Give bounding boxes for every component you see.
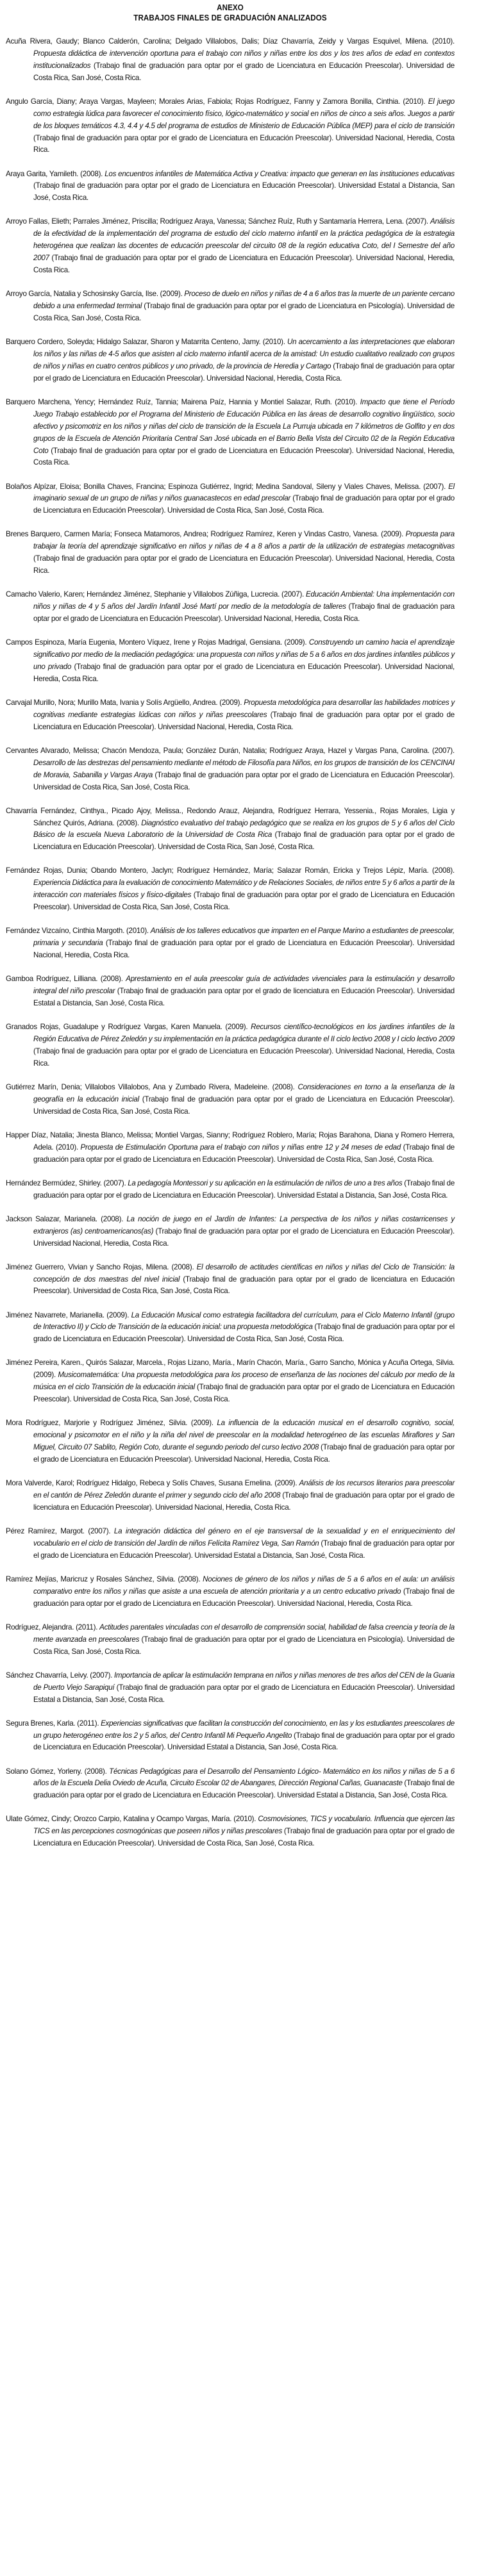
reference-authors: Bolaños Alpízar, Eloisa; Bonilla Chaves, Francina; Espinoza Gutiérrez, Ingrid; Medina Sandoval, Sileny y Viales Chaves, Melissa. (2007). (6, 482, 449, 491)
reference-entry (6, 637, 455, 686)
reference-entry (6, 1478, 455, 1514)
reference-details: (Trabajo final de graduación para optar por el grado de Licenciatura en Psicología). Universidad de Costa Rica, San José, Costa Rica. (33, 302, 455, 322)
reference-details: (Trabajo final de graduación para optar por el grado de Licenciatura en Educación Preescolar). Universidad Nacional, Heredia, Costa Rica. (33, 254, 455, 275)
reference-title: Educación Ambiental: Una implementación con niños y niñas de 4 y 5 años del Jardín Infantil José Martí por medio de la metodología de talleres (33, 590, 455, 611)
reference-details: (Trabajo final de graduación para optar por el grado de Licenciatura en Educación Preescolar). Universidad Estatal a Distancia, San José, Costa Rica. (33, 1539, 455, 1560)
reference-entry (6, 1813, 455, 1850)
reference-title: Importancia de aplicar la estimulación temprana en niños y niñas menores de tres años del CEN de la Guaria de Puerto Viejo Sarapiquí (33, 1671, 455, 1692)
reference-details: (Trabajo final de graduación para optar por el grado de Licenciatura en Educación Preescolar). Universidad de Costa Rica, San José, Costa Rica. (33, 61, 455, 82)
reference-title: Proceso de duelo en niños y niñas de 4 a 6 años tras la muerte de un pariente cercano debido a una enfermedad terminal (33, 290, 455, 311)
reference-details: (Trabajo final de graduación para optar por el grado de Licenciatura en Educación Preescolar). Universidad Nacional, Heredia, Costa Rica. (33, 554, 455, 575)
reference-entry (6, 697, 455, 734)
reference-details: (Trabajo final de graduación para optar por el grado de Licenciatura en Educación Preescolar). Universidad Nacional, Heredia, Costa Rica. (33, 662, 455, 683)
reference-entry (6, 288, 455, 325)
reference-authors: Gamboa Rodríguez, Lilliana. (2008). (6, 975, 126, 984)
reference-title: Análisis de los recursos literarios para preescolar en el cantón de Pérez Zeledón durante el primer y segundo ciclo del año 2008 (33, 1479, 455, 1499)
reference-authors: Granados Rojas, Guadalupe y Rodríguez Vargas, Karen Manuela. (2009). (6, 1023, 251, 1032)
reference-entry (6, 1670, 455, 1706)
reference-details: (Trabajo final de graduación para optar por el grado de Licenciatura en Educación Preescolar). Universidad de Costa Rica, San José, Costa Rica. (33, 1827, 455, 1848)
reference-entry (6, 1130, 455, 1166)
annex-subtitle: TRABAJOS FINALES DE GRADUACIÓN ANALIZADOS (133, 13, 327, 22)
reference-title: El desarrollo de actitudes científicas en niños y niñas del Ciclo de Transición: la concepción de dos maestras del nivel inicial (33, 1262, 455, 1284)
reference-authors: Ulate Gómez, Cindy; Orozco Carpio, Katalina y Ocampo Vargas, María. (2010). (6, 1815, 258, 1824)
reference-details: (Trabajo final de graduación para optar por el grado de Licenciatura en Educación Preescolar). Universidad Nacional, Heredia, Costa Rica. (33, 1587, 455, 1608)
reference-entry (6, 1214, 455, 1250)
reference-authors: Jiménez Guerrero, Vivian y Sancho Rojas, Milena. (2008). (6, 1262, 197, 1271)
reference-authors: Jiménez Navarrete, Marianella. (2009). (6, 1310, 131, 1319)
reference-details: (Trabajo final de graduación para optar por el grado de licenciatura en Educación Preescolar). Universidad de Costa Rica, San José, Costa Rica. (33, 1275, 455, 1296)
reference-title: La influencia de la educación musical en el desarrollo cognitivo, social, emocional y psicomotor en el niño y la niña del nivel de preescolar en la modalidad heterogéneo de las escuelas Miraflores y San Miguel, Circuito 07 Sablito, Región Coto, durante el segundo periodo del curso lectivo 2008 (33, 1419, 455, 1452)
reference-authors: Ramírez Mejías, Maricruz y Rosales Sánchez, Silvia. (2008). (6, 1574, 203, 1583)
reference-authors: Rodríguez, Alejandra. (2011). (6, 1622, 100, 1631)
reference-details: (Trabajo final de graduación para optar por el grado de licenciatura en Educación Preescolar). Universidad Estatal a Distancia, San José, Costa Rica. (33, 987, 455, 1007)
reference-authors: Sánchez Chavarría, Leivy. (2007). (6, 1671, 114, 1680)
reference-authors: Fernández Vizcaíno, Cinthia Margoth. (2010). (6, 927, 151, 936)
reference-title: Experiencia Didáctica para la evaluación de conocimiento Matemático y de Relaciones Sociales, de niños entre 5 y 6 años a partir de la interacción con materiales físicos y físico-digitales (33, 879, 455, 900)
reference-authors: Segura Brenes, Karla. (2011). (6, 1719, 101, 1728)
reference-authors: Araya Garita, Yamileth. (2008). (6, 169, 105, 178)
reference-title: Nociones de género de los niños y niñas de 5 a 6 años en el aula: un análisis comparativo entre los niños y niñas que asiste a una escuela de atención prioritaria y a un centro educativo privado (33, 1574, 455, 1596)
reference-authors: Chavarría Fernández, Cinthya., Picado Ajoy, Melissa., Redondo Arauz, Alejandra, Rodríguez Herrara, Yessenia., Rojas Morales, Ligia y Sánchez Quirós, Adriana. (2008). (6, 806, 455, 827)
reference-title: Impacto que tiene el Período Juego Trabajo establecido por el Programa del Ministerio de Educación Pública en las áreas de desarrollo cognitivo lingüístico, socio afectivo y psicomotriz en los niños y niñas del ciclo de transición de la Escuela La Purruja ubicada en 7 kilómetros de Golfito y en dos grupos de la Escuela de Atención Prioritaria Central San José ubicada en el Barrio Bella Vista del Circuito 02 de la Región Educativa Coto (33, 397, 455, 455)
reference-details: (Trabajo final de graduación para optar por el grado de Licenciatura en Educación Preescolar). Universidad Estatal a Distancia, San José, Costa Rica. (33, 1683, 455, 1704)
reference-details: (Trabajo final de graduación para optar por el grado de Licenciatura en Educación Preescolar). Universidad de Costa Rica, San José, Costa Rica. (33, 1383, 455, 1404)
reference-title: Propuesta didáctica de intervención oportuna para el trabajo con niños y niñas entre los dos y los tres años de edad en contextos institucionalizados (33, 49, 455, 70)
reference-title: Análisis de la efectividad de la implementación del programa de estudio del ciclo materno infantil en la práctica pedagógica de la estrategia heterogénea que realizan las docentes de educación preescolar del circuito 08 de la región educativa Coto, del I Semestre del año 2007 (33, 217, 455, 263)
reference-title: Propuesta metodológica para desarrollar las habilidades motrices y cognitivas mediante estrategias lúdicas con niños y niñas preescolares (33, 698, 455, 719)
reference-details: (Trabajo final de graduación para optar por el grado de Licenciatura en Educación Preescolar). Universidad Nacional, Heredia, Costa Rica. (33, 602, 455, 623)
reference-details: (Trabajo final de graduación para optar por el grado de Licenciatura en Educación Preescolar). Universidad de Costa Rica, San José, Costa Rica. (33, 494, 455, 515)
reference-details: (Trabajo final de graduación para optar por el grado de Licenciatura en Educación Preescolar). Universidad Nacional, Heredia, Costa Rica. (33, 710, 455, 731)
reference-authors: Fernández Rojas, Dunia; Obando Montero, Jaclyn; Rodríguez Hernández, María; Salazar Román, Ericka y Trejos Lépiz, María. (2008). (6, 866, 455, 875)
reference-details: (Trabajo final de graduación para optar por el grado de Licenciatura en Educación Preescolar). Universidad de Costa Rica, San José, Costa Rica. (33, 1094, 455, 1116)
reference-list (6, 36, 455, 1850)
reference-title: Propuesta para trabajar la teoría del aprendizaje significativo en niños y niñas de 4 a 8 años a partir de la utilización de estrategias metacognitivas (33, 530, 455, 551)
reference-entry (6, 925, 455, 962)
reference-entry (6, 36, 455, 85)
reference-title: Análisis de los talleres educativos que imparten en el Parque Marino a estudiantes de preescolar, primaria y secundaria (33, 927, 455, 948)
reference-title: Experiencias significativas que facilitan la construcción del conocimiento, en las y los estudiantes preescolares de un grupo heterogéneo entre los 2 y 5 años, del Centro Infantil Mi Pequeño Angelito (33, 1719, 455, 1740)
reference-entry (6, 1357, 455, 1406)
reference-authors: Pérez Ramírez, Margot. (2007). (6, 1526, 114, 1535)
reference-title: Un acercamiento a las interpretaciones que elaboran los niños y las niñas de 4-5 años que asisten al ciclo materno infantil acerca de la amistad: Un estudio cualitativo realizado con grupos de niños y niñas en cuatro centros públicos y uno privado, de la provincia de Heredia y Cartago (33, 338, 455, 370)
reference-title: La Educación Musical como estrategia facilitadora del currículum, para el Ciclo Materno Infantil (grupo de Interactivo II) y Ciclo de Transición de la educación inicial: una propuesta metodológica (33, 1310, 455, 1332)
reference-entry (6, 96, 455, 157)
reference-entry (6, 1622, 455, 1658)
reference-title: Diagnóstico evaluativo del trabajo pedagógico que se realiza en los grupos de 5 y 6 años del Ciclo Básico de la escuela Nueva Laboratorio de la Universidad de Costa Rica (33, 818, 455, 839)
reference-details: (Trabajo final de graduación para optar por el grado de Licenciatura en Educación Preescolar). Universidad Nacional, Heredia, Costa Rica. (33, 446, 455, 467)
reference-title: Construyendo un camino hacia el aprendizaje significativo por medio de la mediación pedagógica: una propuesta con niños y niñas de 5 a 6 años en dos jardines infantiles públicos y uno privado (33, 638, 455, 671)
reference-title: Actitudes parentales vinculadas con el desarrollo de comprensión social, habilidad de falsa creencia y teoría de la mente avanzada en preescolares (33, 1622, 455, 1644)
reference-authors: Cervantes Alvarado, Melissa; Chacón Mendoza, Paula; González Durán, Natalia; Rodríguez Araya, Hazel y Vargas Pana, Carolina. (2007). (6, 746, 455, 755)
reference-entry (6, 745, 455, 794)
reference-details: (Trabajo final de graduación para optar por el grado de Licenciatura en Educación Preescolar). Universidad Nacional, Heredia, Costa Rica. (33, 361, 455, 383)
reference-authors: Solano Gómez, Yorleny. (2008). (6, 1767, 110, 1776)
reference-entry (6, 805, 455, 854)
reference-title: Los encuentros infantiles de Matemática Activa y Creativa: impacto que generan en las instituciones educativas (105, 169, 455, 178)
reference-details: (Trabajo final de graduación para optar por el grado de Licenciatura en Educación Preescolar). Universidad de Costa Rica, San José, Costa Rica. (33, 770, 455, 791)
annex-title: ANEXO (217, 3, 244, 12)
reference-entry (6, 397, 455, 469)
reference-title: El imaginario sexual de un grupo de niñas y niños guanacastecos en edad prescolar (33, 482, 455, 503)
reference-entry (6, 336, 455, 385)
reference-title: El juego como estrategia lúdica para favorecer el conocimiento físico, lógico-matemático y social en niños de cinco a seis años. Juegos a partir de los bloques temáticos 4.3, 4.4 y 4.5 del programa de estudios de Ministerio de Educación Pública (MEP) para el ciclo de transición (33, 97, 455, 130)
reference-authors: Carvajal Murillo, Nora; Murillo Mata, Ivania y Solís Argüello, Andrea. (2009). (6, 698, 244, 707)
reference-authors: Campos Espinoza, María Eugenia, Montero Víquez, Irene y Rojas Madrigal, Gensiana. (2009). (6, 638, 309, 647)
reference-title: La pedagogía Montessori y su aplicación en la estimulación de niños de uno a tres años (128, 1178, 403, 1187)
reference-authors: Gutiérrez Marín, Denia; Villalobos Villalobos, Ana y Zumbado Rivera, Madeleine. (2008). (6, 1082, 298, 1091)
reference-entry (6, 1082, 455, 1118)
reference-title: Propuesta de Estimulación Oportuna para el trabajo con niños y niñas entre 12 y 24 meses de edad (80, 1143, 401, 1152)
reference-title: Técnicas Pedagógicas para el Desarrollo del Pensamiento Lógico- Matemático en los niños y niñas de 5 a 6 años de la Escuela Delia Oviedo de Acuña, Circuito Escolar 02 de Abangares, Dirección Regional Cañas, Guanacaste (33, 1767, 455, 1788)
reference-details: (Trabajo final de graduación para optar por el grado de Licenciatura en Educación Preescolar). Universidad Estatal a Distancia, San José, Costa Rica. (33, 1779, 455, 1800)
reference-details: (Trabajo final de graduación para optar por el grado de Licenciatura en Educación Preescolar). Universidad Nacional, Heredia, Costa Rica. (33, 133, 455, 154)
reference-details: (Trabajo final de graduación para optar por el grado de Licenciatura en Educación Preescolar). Universidad Nacional, Heredia, Costa Rica. (33, 1226, 455, 1248)
reference-authors: Jackson Salazar, Marianela. (2008). (6, 1214, 127, 1223)
reference-entry (6, 1178, 455, 1202)
reference-entry (6, 1262, 455, 1298)
reference-entry (6, 973, 455, 1010)
reference-entry (6, 481, 455, 518)
reference-entry (6, 216, 455, 277)
reference-authors: Barquero Marchena, Yency; Hernández Ruíz, Tannia; Mairena Paíz, Hannia y Montiel Salazar, Ruth. (2010). (6, 397, 360, 406)
reference-authors: Arroyo Fallas, Elieth; Parrales Jiménez, Priscilla; Rodríguez Araya, Vanessa; Sánchez Ruíz, Ruth y Santamaría Herrera, Lena. (2007). (6, 217, 431, 226)
reference-authors: Barquero Cordero, Soleyda; Hidalgo Salazar, Sharon y Matarrita Centeno, Jamy. (2010). (6, 338, 288, 347)
reference-authors: Arroyo García, Natalia y Schosinsky García, Ilse. (2009). (6, 290, 185, 299)
reference-details: (Trabajo final de graduación para optar por el grado de Licenciatura en Educación Preescolar). Universidad Nacional, Heredia, Costa Rica. (33, 939, 455, 960)
reference-title: Consideraciones en torno a la enseñanza de la geografía en la educación inicial (33, 1082, 455, 1103)
reference-details: (Trabajo final de graduación para optar por el grado de licenciatura en Educación Preescolar). Universidad Nacional, Heredia, Costa Rica. (33, 1490, 455, 1512)
reference-entry (6, 589, 455, 625)
reference-title: Desarrollo de las destrezas del pensamiento mediante el método de Filosofía para Niños, en los grupos de transición de los CENCINAI de Moravia, Sabanilla y Vargas Araya (33, 758, 455, 779)
reference-entry (6, 865, 455, 914)
reference-authors: Jiménez Pereira, Karen., Quirós Salazar, Marcela., Rojas Lizano, María., Marín Chacón, María., Garro Sancho, Mónica y Acuña Ortega, Silvia. (2009). (6, 1358, 455, 1380)
reference-details: (Trabajo final de graduación para optar por el grado de Licenciatura en Educación Preescolar). Universidad de Costa Rica, San José, Costa Rica. (33, 1143, 455, 1164)
reference-title: La integración didáctica del género en el eje transversal de la sexualidad y en el enriquecimiento del vocabulario en el ciclo de transición del Jardín de niños Felícita Ramírez Vega, San Ramón (33, 1526, 455, 1548)
reference-details: (Trabajo final de graduación para optar por el grado de Licenciatura en Educación Preescolar). Universidad Estatal a Distancia, San José, Costa Rica. (33, 1178, 455, 1200)
reference-entry (6, 1574, 455, 1610)
reference-authors: Acuña Rivera, Gaudy; Blanco Calderón, Carolina; Delgado Villalobos, Dalis; Díaz Chavarría, Zeidy y Vargas Esquivel, Milena. (2010). (6, 37, 455, 45)
reference-details: (Trabajo final de graduación para optar por el grado de Licenciatura en Educación Preescolar). Universidad Estatal a Distancia, San José, Costa Rica. (33, 181, 455, 202)
reference-title: Cosmovisiones, TICS y vocabulario. Influencia que ejercen las TICS en las percepciones cosmogónicas que poseen niños y niñas prescolares (33, 1815, 455, 1836)
reference-details: (Trabajo final de graduación para optar por el grado de Licenciatura en Educación Preescolar). Universidad Nacional, Heredia, Costa Rica. (33, 1443, 455, 1464)
reference-entry (6, 529, 455, 577)
reference-authors: Happer Díaz, Natalia; Jinesta Blanco, Melissa; Montiel Vargas, Sianny; Rodríguez Roblero, María; Rojas Barahona, Diana y Romero Herrera, Adela. (2010). (6, 1130, 455, 1152)
reference-entry (6, 1766, 455, 1803)
annex-heading (24, 3, 437, 23)
reference-details: (Trabajo final de graduación para optar por el grado de Licenciatura en Educación Preescolar). Universidad de Costa Rica, San José, Costa Rica. (33, 1323, 455, 1344)
reference-title: Musicomatemática: Una propuesta metodológica para los proceso de enseñanza de las nociones del cálculo por medio de la música en el ciclo Transición de la educación inicial (33, 1371, 455, 1392)
reference-details: (Trabajo final de graduación para optar por el grado de Licenciatura en Psicología). Universidad de Costa Rica, San José, Costa Rica. (33, 1635, 455, 1656)
reference-details: (Trabajo final de graduación para optar por el grado de Licenciatura en Educación Preescolar). Universidad de Costa Rica, San José, Costa Rica. (33, 891, 455, 912)
reference-details: (Trabajo final de graduación para optar por el grado de Licenciatura en Educación Preescolar). Universidad de Costa Rica, San José, Costa Rica. (33, 830, 455, 852)
reference-authors: Mora Valverde, Karol; Rodríguez Hidalgo, Rebeca y Solís Chaves, Susana Emelina. (2009). (6, 1479, 299, 1488)
reference-entry (6, 1718, 455, 1754)
reference-details: (Trabajo final de graduación para optar por el grado de Licenciatura en Educación Preescolar). Universidad Nacional, Heredia, Costa Rica. (33, 1046, 455, 1068)
reference-authors: Angulo García, Diany; Araya Vargas, Mayleen; Morales Arias, Fabiola; Rojas Rodríguez, Fanny y Zamora Bonilla, Cinthia. (2010). (6, 97, 428, 106)
reference-entry (6, 169, 455, 205)
reference-entry (6, 1310, 455, 1346)
reference-title: Aprestamiento en el aula preescolar guía de actividades vivenciales para la estimulación y desarrollo integral del niño prescolar (33, 975, 455, 996)
reference-authors: Mora Rodríguez, Marjorie y Rodríguez Jiménez, Silvia. (2009). (6, 1419, 217, 1428)
reference-entry (6, 1417, 455, 1466)
reference-title: La noción de juego en el Jardín de Infantes: La perspectiva de los niños y niñas costarricenses y extranjeros (as) centroamericanos(as) (33, 1214, 455, 1235)
reference-entry (6, 1021, 455, 1070)
reference-authors: Hernández Bermúdez, Shirley. (2007). (6, 1178, 128, 1187)
reference-title: Recursos científico-tecnológicos en los jardines infantiles de la Región Educativa de Pérez Zeledón y su implementación en la práctica pedagógica durante el II ciclo lectivo 2008 y I ciclo lectivo 2009 (33, 1023, 455, 1043)
reference-details: (Trabajo final de graduación para optar por el grado de Licenciatura en Educación Preescolar). Universidad Estatal a Distancia, San José, Costa Rica. (33, 1731, 455, 1752)
reference-authors: Brenes Barquero, Carmen María; Fonseca Matamoros, Andrea; Rodríguez Ramírez, Keren y Vindas Castro, Vanesa. (2009). (6, 530, 406, 539)
reference-entry (6, 1526, 455, 1562)
reference-authors: Camacho Valerio, Karen; Hernández Jiménez, Stephanie y Villalobos Zúñiga, Lucrecia. (2007). (6, 590, 306, 599)
